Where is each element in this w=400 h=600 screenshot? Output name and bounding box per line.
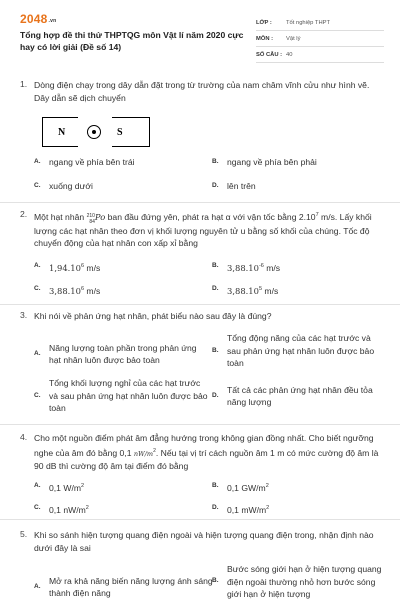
option-d[interactable]	[212, 376, 384, 416]
option-a[interactable]	[34, 156, 204, 169]
meta-value: Vật lý	[286, 35, 301, 42]
unit: m/s	[263, 262, 281, 273]
option-key: D.	[212, 504, 219, 511]
option-key: B.	[212, 158, 219, 165]
nuclide-symbol: Po	[94, 211, 106, 222]
meta-row-class	[256, 15, 384, 31]
option-b[interactable]	[212, 260, 382, 274]
option-text	[49, 260, 204, 274]
option-a[interactable]	[34, 480, 204, 494]
value-base: 0,1 nW/m	[49, 504, 86, 515]
question-text-part: ban đầu đứng yên, phát ra hạt α với vận tốc bằng 2.10	[105, 211, 316, 222]
atomic-number: 84	[89, 218, 95, 225]
option-key: A.	[34, 349, 41, 357]
unit: nW/m	[133, 449, 154, 458]
value-base: 3,88.10	[227, 285, 259, 296]
document-title: Tổng hợp đề thi thử THPTQG môn Vật lí năm 2020 cực hay có lời giải (Đề số 14)	[20, 30, 244, 52]
option-text: Mở ra khả năng biến năng lượng ánh sáng thành điện năng	[49, 575, 213, 598]
value-base: 0,1 W/m	[49, 482, 81, 493]
logo-suffix: .vn	[48, 18, 57, 24]
meta-row-subject	[256, 31, 384, 47]
meta-value: Tốt nghiệp THPT	[286, 19, 331, 26]
value-base: 0,1 mW/m	[227, 504, 267, 515]
option-key: C.	[34, 182, 41, 189]
current-out-of-page-icon	[87, 125, 101, 139]
north-pole-label: N	[58, 127, 66, 138]
exponent: 2	[266, 505, 270, 511]
question-text	[34, 432, 382, 472]
option-b[interactable]	[212, 330, 384, 372]
option-text: ngang về phía bên trái	[49, 157, 135, 167]
question-text-part: Cho một nguồn điểm phát âm đẳng hướng trong không gian đồng nhất. Cho biết ngưỡng nghe của âm đó bằng 0,1	[34, 433, 374, 458]
exponent: -6	[258, 263, 264, 269]
question-text	[34, 209, 382, 250]
option-key: A.	[34, 482, 41, 489]
question-text: Khi nói về phản ứng hạt nhân, phát biểu nào sau đây là đúng?	[34, 311, 272, 321]
unit: m/s	[84, 262, 101, 273]
option-text	[49, 502, 204, 516]
exponent: 5	[258, 286, 263, 292]
option-text: ngang về phía bên phải	[227, 157, 317, 167]
south-magnet-bar	[112, 117, 150, 147]
option-text: Bước sóng giới hạn ở hiện tượng quang điện ngoài thường nhỏ hơn bước sóng giới hạn ở hiện tượng	[227, 564, 382, 599]
option-text	[227, 260, 382, 274]
option-text	[227, 480, 382, 494]
option-a[interactable]	[34, 335, 199, 373]
exponent: 2	[85, 505, 89, 511]
north-magnet-bar	[42, 117, 78, 147]
divider	[0, 424, 400, 425]
nuclide-numbers	[87, 213, 95, 225]
exponent: 6	[80, 263, 85, 269]
question-text: Dòng điện chạy trong dây dẫn đặt trong từ trường của nam châm vĩnh cửu như hình vẽ. Dây dẫn sẽ dịch chuyển	[34, 80, 370, 103]
question-5	[20, 529, 384, 600]
unit: m/s	[262, 285, 279, 296]
option-key: C.	[34, 285, 41, 292]
meta-value: 40	[286, 51, 293, 58]
question-4	[20, 432, 384, 522]
option-key: B.	[212, 262, 219, 269]
option-b[interactable]	[212, 563, 384, 600]
exponent: 2	[81, 483, 85, 489]
exponent: 7	[315, 212, 319, 218]
exponent: 2	[265, 483, 269, 489]
option-text: Tổng động năng của các hạt trước và sau phản ứng hạt nhân luôn được bảo toàn	[227, 333, 375, 369]
option-text	[49, 283, 204, 297]
option-key: D.	[212, 391, 219, 399]
question-number: 4.	[20, 432, 28, 442]
question-text: Khi so sánh hiện tượng quang điện ngoài và hiện tượng quang điện trong, nhận định nào dưới đây là sai	[34, 530, 374, 553]
document-meta	[256, 15, 384, 63]
question-number: 5.	[20, 529, 28, 539]
option-text: xuống dưới	[49, 181, 93, 191]
option-d[interactable]	[212, 283, 382, 297]
value-base: 0,1 GW/m	[227, 482, 266, 493]
logo-text: 2048	[20, 12, 48, 26]
option-text: Tất cả các phản ứng hạt nhân đều tỏa năng lượng	[227, 384, 373, 407]
option-text: lên trên	[227, 181, 256, 191]
question-text-part: . Nếu tại vị trí cách nguồn âm 1 m có mức cường độ âm là 90 dB thì cường độ âm tại điểm đó bằng	[34, 447, 379, 471]
option-key: C.	[34, 504, 41, 511]
divider	[0, 519, 400, 520]
option-text	[227, 502, 382, 516]
south-pole-label: S	[117, 127, 123, 138]
meta-row-question-count	[256, 47, 384, 63]
option-text	[227, 283, 382, 297]
option-key: C.	[34, 391, 41, 399]
meta-key: SỐ CÂU :	[256, 51, 283, 58]
option-c[interactable]	[34, 376, 209, 416]
option-d[interactable]	[212, 180, 382, 193]
option-text: Năng lượng toàn phần trong phản ứng hạt nhân luôn được bảo toàn	[49, 342, 197, 365]
question-text-part: m/s. Lấy khối lượng các hạt nhân theo đơn vị khối lượng nguyên tử u bằng số khối của chúng. Tốc độ chuyển động của hạt nhân con xấp xỉ bằng	[34, 211, 372, 249]
option-key: B.	[212, 346, 219, 354]
question-number: 2.	[20, 209, 28, 219]
question-text-part: Một hạt nhân	[34, 211, 87, 222]
value-base: 1,94.10	[49, 262, 81, 273]
option-key: A.	[34, 262, 41, 269]
divider	[0, 202, 400, 203]
meta-key: LỚP :	[256, 19, 272, 26]
document-header	[0, 0, 400, 66]
unit: m/s	[84, 285, 101, 296]
mass-number: 210	[86, 212, 95, 219]
option-b[interactable]	[212, 480, 382, 494]
option-a[interactable]	[34, 260, 204, 274]
question-number: 3.	[20, 310, 28, 320]
magnet-diagram	[42, 117, 150, 147]
question-number: 1.	[20, 79, 28, 89]
option-c[interactable]	[34, 283, 204, 297]
option-d[interactable]	[212, 502, 382, 516]
option-a[interactable]	[34, 569, 214, 600]
option-key: D.	[212, 285, 219, 292]
option-c[interactable]	[34, 502, 204, 516]
option-key: A.	[34, 582, 41, 590]
option-key: B.	[212, 577, 219, 585]
question-2	[20, 209, 384, 309]
option-b[interactable]	[212, 156, 382, 169]
exponent: 2	[153, 447, 156, 454]
option-key: D.	[212, 182, 219, 189]
meta-key: MÔN :	[256, 35, 274, 42]
divider	[0, 304, 400, 305]
option-key: A.	[34, 158, 41, 165]
value-base: 3,88.10	[227, 262, 259, 273]
option-c[interactable]	[34, 180, 204, 193]
option-text: Tổng khối lượng nghỉ của các hạt trước và sau phản ứng hạt nhân luôn được bảo toàn	[49, 378, 208, 414]
value-base: 3,88.10	[49, 285, 81, 296]
site-logo[interactable]	[20, 12, 56, 26]
question-3	[20, 310, 384, 420]
exponent: 6	[80, 286, 85, 292]
option-key: B.	[212, 482, 219, 489]
option-text	[49, 480, 204, 494]
